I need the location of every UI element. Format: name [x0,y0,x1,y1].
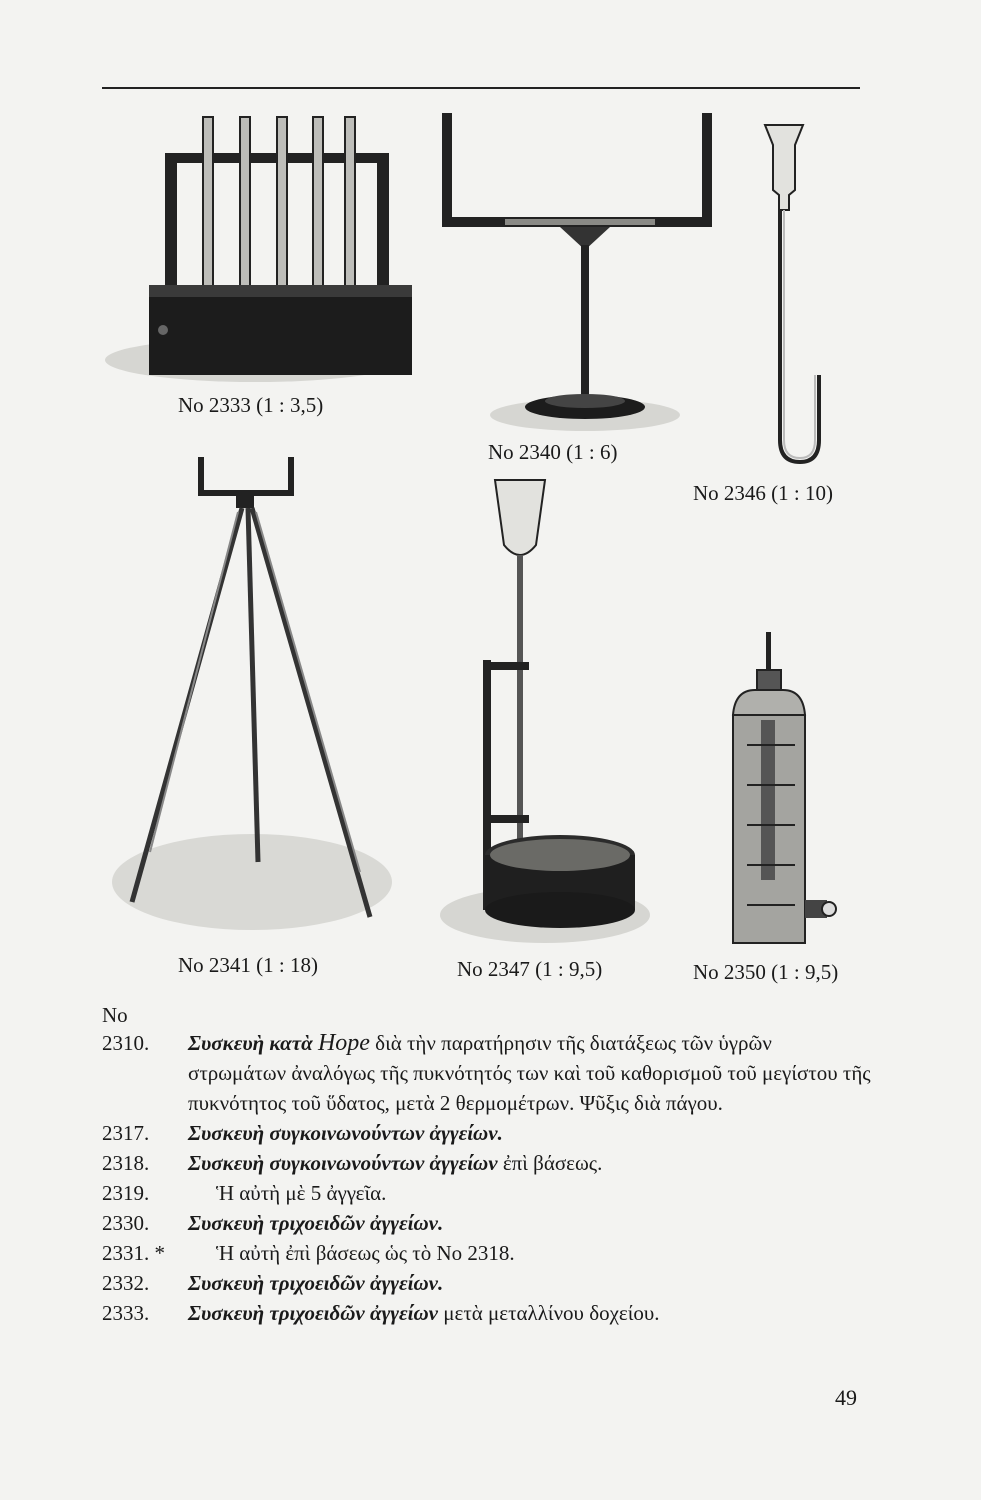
list-header: No [102,1003,128,1027]
figure-2341-illustration [110,452,395,932]
item-number: 2331. * [102,1241,165,1265]
figure-2333-caption: No 2333 (1 : 3,5) [178,393,324,417]
page-number: 49 [835,1385,857,1410]
item-title: Συσκευὴ τριχοειδῶν ἀγγείων. [188,1211,444,1235]
figure-2347-caption: No 2347 (1 : 9,5) [457,957,603,981]
figure-2350-illustration [725,630,855,950]
list-item [102,1208,872,1238]
item-description [188,1298,872,1328]
item-description [188,1118,872,1148]
item-number: 2319. [102,1181,150,1205]
item-description [188,1028,872,1118]
figure-2346-caption: No 2346 (1 : 10) [693,481,833,505]
item-text: ἐπὶ βάσεως. [497,1151,603,1175]
item-number: 2317. [102,1121,150,1145]
item-text: διὰ τὴν παρατήρησιν τῆς διατάξεως τῶν ὑγρῶν στρωμάτων ἀναλόγως τῆς πυκνότητός των καὶ τοῦ καθορισμοῦ τοῦ μεγίστου τῆς πυκνότητος τοῦ ὕδατος, μετὰ 2 θερμομέτρων. Ψῦξις διὰ πάγου. [188,1031,871,1115]
item-title: Συσκευὴ συγκοινωνούντων ἀγγείων [188,1151,498,1175]
item-number: 2318. [102,1151,150,1175]
item-description [188,1268,872,1298]
list-item [102,1178,872,1208]
item-title: Συσκευὴ συγκοινωνούντων ἀγγείων. [188,1121,503,1145]
item-title: Συσκευὴ κατὰ [188,1031,313,1055]
list-item [102,1148,872,1178]
figure-2346-illustration [755,120,835,470]
item-name: Hope [317,1030,370,1056]
list-item [102,1298,872,1328]
figure-2347-illustration [440,475,655,945]
top-rule [102,87,860,89]
list-item [102,1028,872,1118]
item-title: Συσκευὴ τριχοειδῶν ἀγγείων [188,1301,439,1325]
list-item [102,1268,872,1298]
item-description [188,1148,872,1178]
item-number: 2330. [102,1211,150,1235]
figure-2350-caption: No 2350 (1 : 9,5) [693,960,839,984]
item-text: Ἡ αὐτὴ ἐπὶ βάσεως ὡς τὸ No 2318. [216,1241,515,1265]
item-number: 2310. [102,1031,150,1055]
figure-2340-illustration [430,105,730,435]
item-text: Ἡ αὐτὴ μὲ 5 ἀγγεῖα. [216,1181,387,1205]
item-number: 2332. [102,1271,150,1295]
item-number: 2333. [102,1301,150,1325]
figure-2340-caption: No 2340 (1 : 6) [488,440,618,464]
item-text: μετὰ μεταλλίνου δοχείου. [438,1301,660,1325]
item-title: Συσκευὴ τριχοειδῶν ἀγγείων. [188,1271,444,1295]
catalogue-list [102,1000,872,1328]
item-description [188,1208,872,1238]
figure-2341-caption: No 2341 (1 : 18) [178,953,318,977]
figure-2333-illustration [105,105,420,390]
list-item [102,1118,872,1148]
list-item [102,1238,872,1268]
